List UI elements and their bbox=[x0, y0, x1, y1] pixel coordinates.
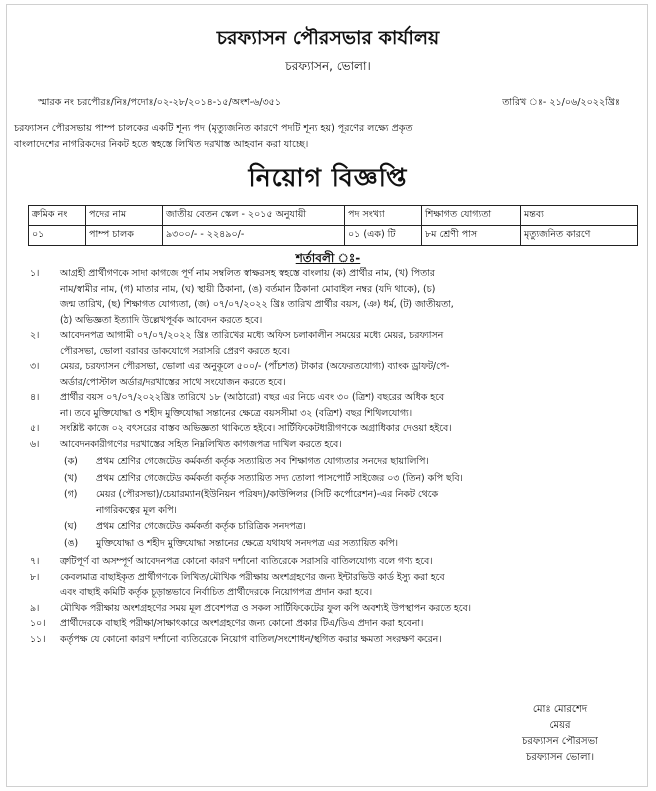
condition-number: ৯। bbox=[30, 602, 40, 614]
condition-text: আগ্রহী প্রার্থীগণকে সাদা কাগজে পূর্ণ নাম সম্বলিত স্বাক্ষরসহ স্বহস্তে বাংলায় (ক) প্রার্থীর নাম, (খ) পিতার bbox=[60, 268, 435, 279]
document-text: মুক্তিযোদ্ধা ও শহীদ মুক্তিযোদ্ধা সন্তানের ক্ষেত্রে যথাযথ সনদপত্র এর সত্যায়িত কপি। bbox=[96, 537, 398, 549]
cell-post-count: ০১ (এক) টি bbox=[345, 226, 422, 246]
condition-text: জন্ম তারিখ, (ছ) শিক্ষাগত যোগ্যতা, (জ) ০৭/০৭/২০২২ খ্রিঃ তারিখ প্রার্থীর বয়স, (ঞ) ধর্ম, (ট) জাতীয়তা, bbox=[60, 299, 454, 310]
condition-text: মেয়র, চরফ্যাসন পৌরসভা, ভোলা এর অনুকূলে ৫০০/- (পাঁচশত) টাকার (অফেরতযোগ্য) ব্যাংক ড্রাফট/পে- bbox=[60, 361, 450, 372]
condition-text: এবং বাছাই কমিটি কর্তৃক চূড়ান্তভাবে নির্বাচিত প্রার্থীদেরকে নিয়োগপত্র প্রদান করা হবে। bbox=[60, 587, 373, 598]
condition-number: ৩। bbox=[30, 361, 40, 372]
condition-number: ২। bbox=[30, 330, 40, 341]
condition-number: ৪। bbox=[30, 392, 40, 403]
memo-date: তারিখ ঃ- ২১/০৬/২০২২খ্রিঃ bbox=[502, 97, 620, 108]
document-text: প্রথম শ্রেণির গেজেটেড কর্মকর্তা কর্তৃক সত্যায়িত সদ্য তোলা পাসপোর্ট সাইজের ০৩ (তিন) কপি ছবি। bbox=[96, 472, 463, 484]
document-label: (ক) bbox=[64, 456, 78, 467]
signatory-name: মোঃ মোরশেদ bbox=[532, 704, 588, 715]
condition-text: সংশ্লিষ্ট কাজে ০২ বৎসরের বাস্তব অভিজ্ঞতা থাকিতে হইবে। সার্টিফিকেটধারীগণকে অগ্রাধিকার দেওয়া হইবে। bbox=[60, 423, 452, 434]
condition-text: না। তবে মুক্তিযোদ্ধা ও শহীদ মুক্তিযোদ্ধা সন্তানের ক্ষেত্রে বয়সসীমা ৩২ (বত্রিশ) বছর শিথিলযোগ্য। bbox=[60, 407, 413, 419]
condition-number: ৭। bbox=[30, 556, 40, 567]
condition-text: নাম/স্বামীর নাম, (গ) মাতার নাম, (ঘ) স্থায়ী ঠিকানা, (ঙ) বর্তমান ঠিকানা মোবাইল নম্বর (যদি থাকে), (চ) bbox=[60, 283, 436, 295]
condition-number: ৬। bbox=[30, 438, 40, 450]
condition-text: কর্তৃপক্ষ যে কোনো কারণ দর্শানো ব্যতিরেকে নিয়োগ বাতিল/সংশোধন/স্থগিত করার ক্ষমতা সংরক্ষণ করেন। bbox=[60, 633, 442, 645]
cell-serial: ০১ bbox=[29, 226, 86, 246]
document-text: মেয়র (পৌরসভা)/চেয়ারম্যান(ইউনিয়ন পরিষদ)/কাউন্সিলর (সিটি কর্পোরেশন)-এর নিকট থেকে bbox=[96, 489, 438, 500]
condition-text: আবেদনকারীগণের দরখাস্তের সহিত নিম্নলিখিত কাগজপত্র দাখিল করতে হবে। bbox=[60, 438, 342, 450]
notice-title: নিয়োগ বিজ্ঞপ্তি bbox=[248, 163, 408, 192]
signatory-designation: মেয়র bbox=[549, 720, 571, 731]
cell-pay-scale: ৯৩০০/- - ২২৪৯০/- bbox=[163, 226, 345, 246]
condition-number: ১। bbox=[30, 268, 40, 279]
condition-text: প্রার্থীদেরকে বাছাই পরীক্ষা/সাক্ষাৎকারে অংশগ্রহণের জন্য কোনো প্রকার টিএ/ডিএ প্রদান করা হবেনা। bbox=[60, 618, 424, 629]
document-text: প্রথম শ্রেণির গেজেটেড কর্মকর্তা কর্তৃক চারিত্রিক সনদপত্র। bbox=[96, 521, 306, 532]
condition-text: মৌখিক পরীক্ষায় অংশগ্রহণের সময় মূল প্রবেশপত্র ও সকল সার্টিফিকেটের ফুল কপি অবশ্যই উপস্থাপন করতে হবে। bbox=[60, 602, 472, 614]
condition-text: অর্ডার/পোস্টাল অর্ডার/দরখাস্তের সাথে সংযোজন করতে হবে। bbox=[60, 376, 286, 388]
cell-remarks: মৃত্যুজনিত কারণে bbox=[521, 226, 638, 246]
condition-number: ৮। bbox=[30, 571, 40, 583]
table-row bbox=[29, 226, 638, 246]
condition-text: ত্রুটিপূর্ণ বা অসম্পূর্ণ আবেদনপত্র কোনো কারণ দর্শানো ব্যতিরেকে সরাসরি বাতিলযোগ্য বলে গণ্য হবে। bbox=[60, 556, 433, 567]
document-label: (খ) bbox=[64, 472, 78, 484]
condition-text: পৌরসভা, ভোলা বরাবর ডাকযোগে সরাসরি প্রেরণ করতে হবে। bbox=[60, 345, 290, 357]
condition-number: ৫। bbox=[30, 423, 40, 434]
condition-text: প্রার্থীর বয়স ০৭/০৭/২০২২খ্রিঃ তারিখে ১৮ (আঠারো) বছর এর নিচে এবং ৩০ (ত্রিশ) বছরের অধিক হবে bbox=[60, 392, 445, 403]
intro-line-1: চরফ্যাসন পৌরসভায় পাম্প চালকের একটি শূন্য পদ (মৃত্যুজনিত কারণে পদটি শূন্য হয়) পূরণের লক্ষ্যে প্রকৃত bbox=[14, 123, 413, 134]
vacancy-table bbox=[28, 205, 638, 246]
header-post-count: পদ সংখ্যা bbox=[345, 206, 422, 226]
condition-text: কেবলমাত্র বাছাইকৃত প্রার্থীগণকে লিখিত/মৌখিক পরীক্ষায় অংশগ্রহণের জন্য ইন্টারভিউ কার্ড ইস্যু করা হবে bbox=[60, 571, 445, 583]
document-label: (গ) bbox=[64, 489, 78, 500]
header-pay-scale: জাতীয় বেতন স্কেল - ২০১৫ অনুযায়ী bbox=[163, 206, 345, 226]
condition-text: (ঠ) অভিজ্ঞতা ইত্যাদি উল্লেখপূর্বক আবেদন করতে হবে। bbox=[60, 314, 263, 326]
condition-number: ১১। bbox=[30, 633, 46, 645]
document-text: প্রথম শ্রেণির গেজেটেড কর্মকর্তা কর্তৃক সত্যায়িত সব শিক্ষাগত যোগ্যতার সনদের ছায়ালিপি। bbox=[96, 456, 429, 467]
condition-number: ১০। bbox=[30, 618, 46, 629]
document-label: (ঙ) bbox=[64, 537, 79, 549]
vacancy-table-header bbox=[29, 206, 638, 226]
office-name: চরফ্যাসন পৌরসভার কার্যালয় bbox=[216, 27, 440, 49]
office-address: চরফ্যাসন, ভোলা। bbox=[285, 59, 371, 73]
header-remarks: মন্তব্য bbox=[521, 206, 638, 226]
cell-post-name: পাম্প চালক bbox=[86, 226, 163, 246]
conditions-title: শর্তাবলী ঃ- bbox=[295, 251, 361, 265]
header-serial: ক্রমিক নং bbox=[29, 206, 86, 226]
condition-text: আবেদনপত্র আগামী ০৭/০৭/২০২২ খ্রিঃ তারিখের মধ্যে অফিস চলাকালীন সময়ের মধ্যে মেয়র, চরফ্যাসন bbox=[60, 330, 444, 341]
memo-reference: স্মারক নং চরপৌরঃ/নিঃ/পদোঃ/০২-২৮/২০১৪-১৫/অংশ-৬/৩৫১ bbox=[38, 97, 282, 108]
intro-line-2: বাংলাদেশের নাগরিকদের নিকট হতে স্বহস্তে লিখিত দরখাস্ত আহবান করা যাচ্ছে। bbox=[14, 139, 309, 150]
header-qualification: শিক্ষাগত যোগ্যতা bbox=[422, 206, 521, 226]
document-label: (ঘ) bbox=[64, 521, 77, 532]
header-post-name: পদের নাম bbox=[86, 206, 163, 226]
cell-qualification: ৮ম শ্রেণী পাস bbox=[422, 226, 521, 246]
signatory-office: চরফ্যাসন পৌরসভা bbox=[522, 736, 598, 747]
signatory-place: চরফ্যাসন ভোলা। bbox=[525, 752, 595, 763]
document-text: নাগরিকত্বের মূল কপি। bbox=[96, 504, 177, 516]
